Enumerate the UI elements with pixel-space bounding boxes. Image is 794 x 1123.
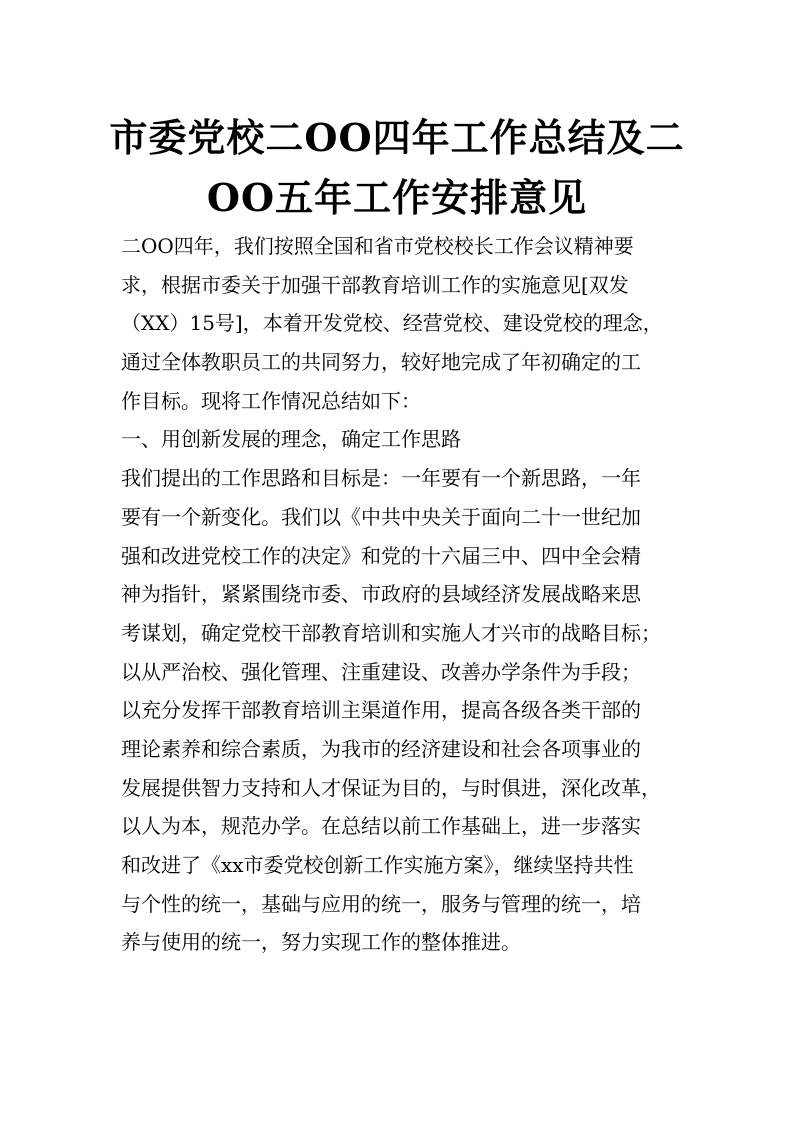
body-line: 二OO四年，我们按照全国和省市党校校长工作会议精神要 (121, 234, 634, 258)
body-line: 以从严治校、强化管理、注重建设、改善办学条件为手段； (121, 659, 641, 684)
body-line: 考谋划，确定党校干部教育培训和实施人才兴市的战略目标； (121, 620, 661, 645)
body-line: 我们提出的工作思路和目标是：一年要有一个新思路，一年 (121, 466, 641, 491)
body-line: 与个性的统一，基础与应用的统一，服务与管理的统一，培 (121, 891, 641, 916)
body-line: 理论素养和综合素质，为我市的经济建设和社会各项事业的 (121, 736, 641, 761)
body-line: 作目标。现将工作情况总结如下： (121, 388, 421, 413)
body-line: 通过全体教职员工的共同努力，较好地完成了年初确定的工 (121, 350, 641, 375)
document-body (121, 227, 687, 962)
body-line: （XX）15号]，本着开发党校、经营党校、建设党校的理念， (121, 311, 663, 336)
body-line: 以人为本，规范办学。在总结以前工作基础上，进一步落实 (121, 814, 641, 839)
body-line: 以充分发挥干部教育培训主渠道作用，提高各级各类干部的 (121, 698, 641, 723)
body-line: 强和改进党校工作的决定》和党的十六届三中、四中全会精 (121, 543, 641, 568)
body-line: 养与使用的统一，努力实现工作的整体推进。 (121, 930, 521, 955)
body-line: 求，根据市委关于加强干部教育培训工作的实施意见[双发 (121, 272, 629, 297)
body-line: 神为指针，紧紧围绕市委、市政府的县域经济发展战略来思 (121, 582, 641, 607)
document-title-line-2: OO五年工作安排意见 (206, 175, 588, 220)
section-heading: 一、用创新发展的理念，确定工作思路 (121, 427, 461, 452)
body-line: 和改进了《xx市委党校创新工作实施方案》，继续坚持共性 (121, 853, 634, 877)
body-line: 发展提供智力支持和人才保证为目的，与时俱进，深化改革， (121, 775, 661, 800)
document-title-line-1: 市委党校二OO四年工作总结及二 (109, 115, 685, 160)
body-line: 要有一个新变化。我们以《中共中央关于面向二十一世纪加 (121, 504, 641, 529)
